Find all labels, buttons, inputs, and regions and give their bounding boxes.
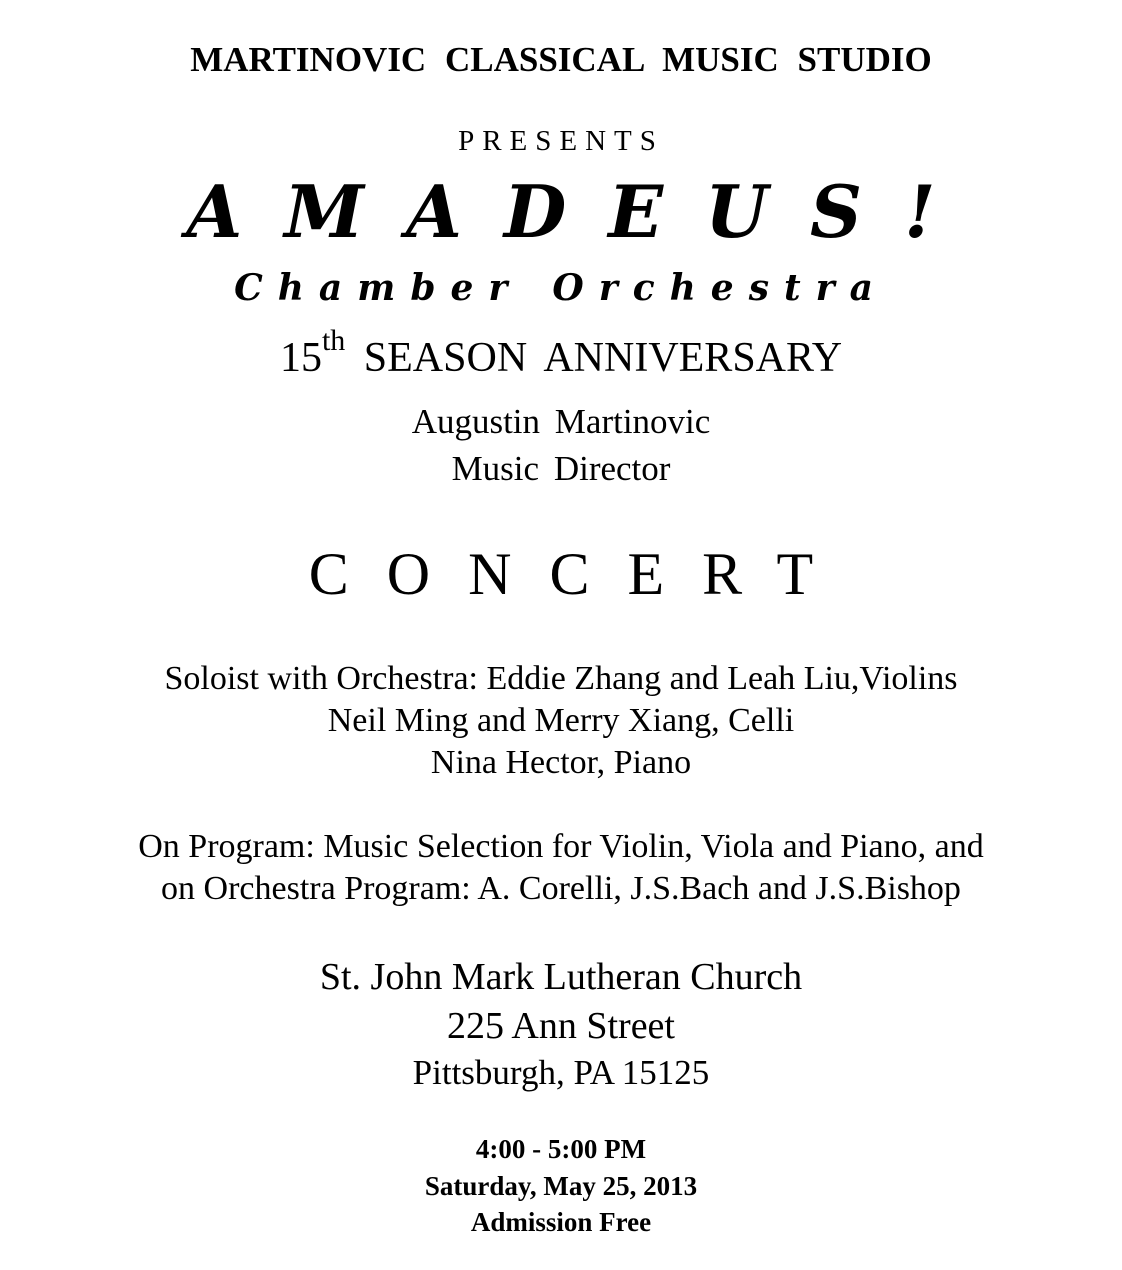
anniversary-number: 15: [279, 335, 322, 381]
program-line-2: on Orchestra Program: A. Corelli, J.S.Bach and J.S.Bishop: [161, 870, 961, 907]
ensemble-type-word2: Orchestra: [552, 267, 888, 309]
venue-street: 225 Ann Street: [447, 1005, 675, 1047]
event-date: Saturday, May 25, 2013: [424, 1171, 698, 1201]
venue-city: Pittsburgh, PA 15125: [412, 1053, 710, 1092]
program-line-1: On Program: Music Selection for Violin, Viola and Piano, and: [138, 828, 984, 865]
venue-name: St. John Mark Lutheran Church: [319, 956, 803, 998]
ensemble-name: AMADEUS!: [186, 169, 978, 254]
ensemble-type: [0, 267, 1122, 309]
event-time: 4:00 - 5:00 PM: [475, 1134, 647, 1164]
soloists-line-2: Neil Ming and Merry Xiang, Celli: [327, 702, 795, 739]
director-name: Augustin Martinovic: [411, 402, 711, 441]
anniversary-heading: [0, 324, 1122, 381]
studio-name: MARTINOVIC CLASSICAL MUSIC STUDIO: [190, 40, 932, 79]
event-title: CONCERT: [308, 541, 852, 607]
soloists-line-1: Soloist with Orchestra: Eddie Zhang and Leah Liu,Violins: [164, 660, 958, 697]
anniversary-text: SEASON ANNIVERSARY: [345, 335, 843, 381]
soloists-line-3: Nina Hector, Piano: [430, 744, 692, 781]
director-title: Music Director: [451, 449, 671, 488]
admission-info: Admission Free: [470, 1207, 652, 1237]
presents-label: PRESENTS: [458, 125, 664, 157]
ensemble-type-word1: Chamber: [234, 267, 523, 309]
anniversary-ordinal: th: [321, 324, 346, 357]
